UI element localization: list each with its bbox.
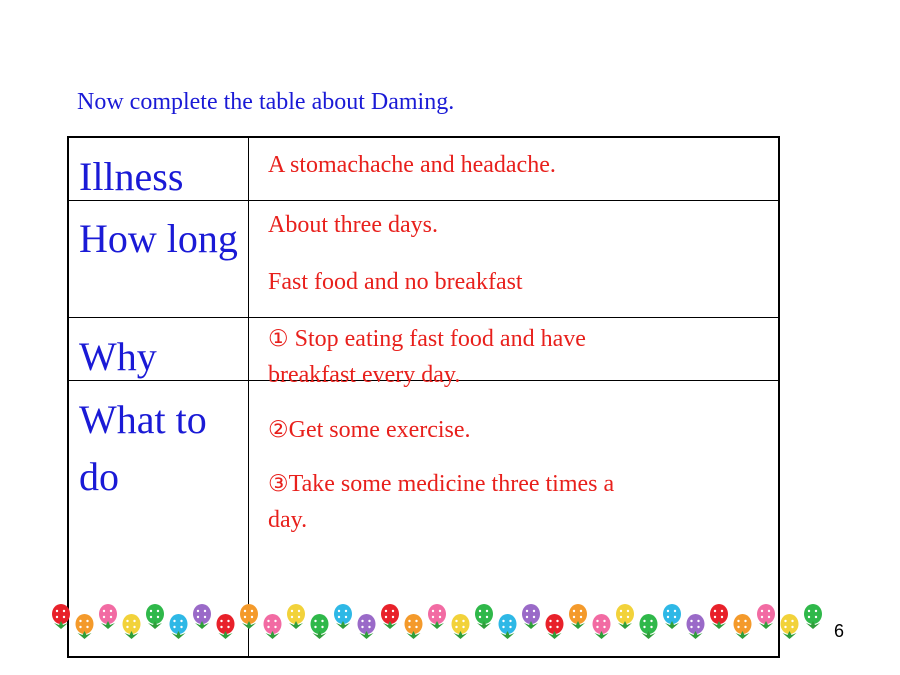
strawberry-icon [781, 614, 799, 639]
todo-item-2-text: Get some exercise. [288, 417, 471, 443]
answer-why: Fast food and no breakfast [268, 269, 523, 295]
strawberry-icon [499, 614, 517, 639]
strawberry-icon [193, 604, 211, 629]
strawberry-icon [757, 604, 775, 629]
todo-item-1 [268, 321, 586, 357]
strawberry-icon [405, 614, 423, 639]
strawberry-icon [99, 604, 117, 629]
strawberry-icon [804, 604, 822, 629]
instruction-title: Now complete the table about Daming. [77, 89, 455, 115]
strawberry-icon [264, 614, 282, 639]
strawberry-icon [475, 604, 493, 629]
strawberry-icon [522, 604, 540, 629]
strawberry-icon [358, 614, 376, 639]
todo-item-3-continued: day. [268, 507, 308, 533]
circled-number-3: ③ [268, 471, 289, 497]
strawberry-icon [616, 604, 634, 629]
circled-number-1: ① [268, 326, 289, 352]
strawberry-icon [334, 604, 352, 629]
answer-how-long: About three days. [268, 212, 438, 238]
todo-item-2 [268, 412, 471, 448]
strawberry-icon [428, 604, 446, 629]
strawberry-icon [170, 614, 188, 639]
info-table [67, 136, 780, 658]
todo-item-1-continued: breakfast every day. [268, 362, 461, 388]
strawberry-icon [311, 614, 329, 639]
circled-number-2: ② [268, 417, 289, 443]
strawberry-icon [452, 614, 470, 639]
strawberry-icon [569, 604, 587, 629]
page-number: 6 [834, 621, 845, 641]
strawberry-icon [287, 604, 305, 629]
strawberry-icon [687, 614, 705, 639]
strawberry-icon [710, 604, 728, 629]
label-illness: Illness [79, 154, 184, 199]
strawberry-icon [593, 614, 611, 639]
row-divider [69, 317, 780, 318]
strawberry-icon [146, 604, 164, 629]
strawberry-icon [640, 614, 658, 639]
strawberry-icon [546, 614, 564, 639]
strawberry-icon [734, 614, 752, 639]
strawberry-icon [240, 604, 258, 629]
strawberry-icon [381, 604, 399, 629]
todo-item-3 [268, 466, 614, 502]
strawberry-icon [217, 614, 235, 639]
todo-item-3-text: Take some medicine three times a [288, 471, 615, 497]
strawberry-icon [52, 604, 70, 629]
todo-item-1-text: Stop eating fast food and have [288, 326, 586, 352]
strawberry-icon [123, 614, 141, 639]
label-how-long: How long [79, 216, 238, 261]
strawberry-border [47, 598, 827, 648]
strawberry-icon [663, 604, 681, 629]
answer-illness: A stomachache and headache. [268, 152, 556, 178]
strawberry-icon [76, 614, 94, 639]
column-divider [248, 138, 249, 658]
label-why: Why [79, 334, 157, 379]
label-what-to-do: What to do [79, 397, 207, 499]
